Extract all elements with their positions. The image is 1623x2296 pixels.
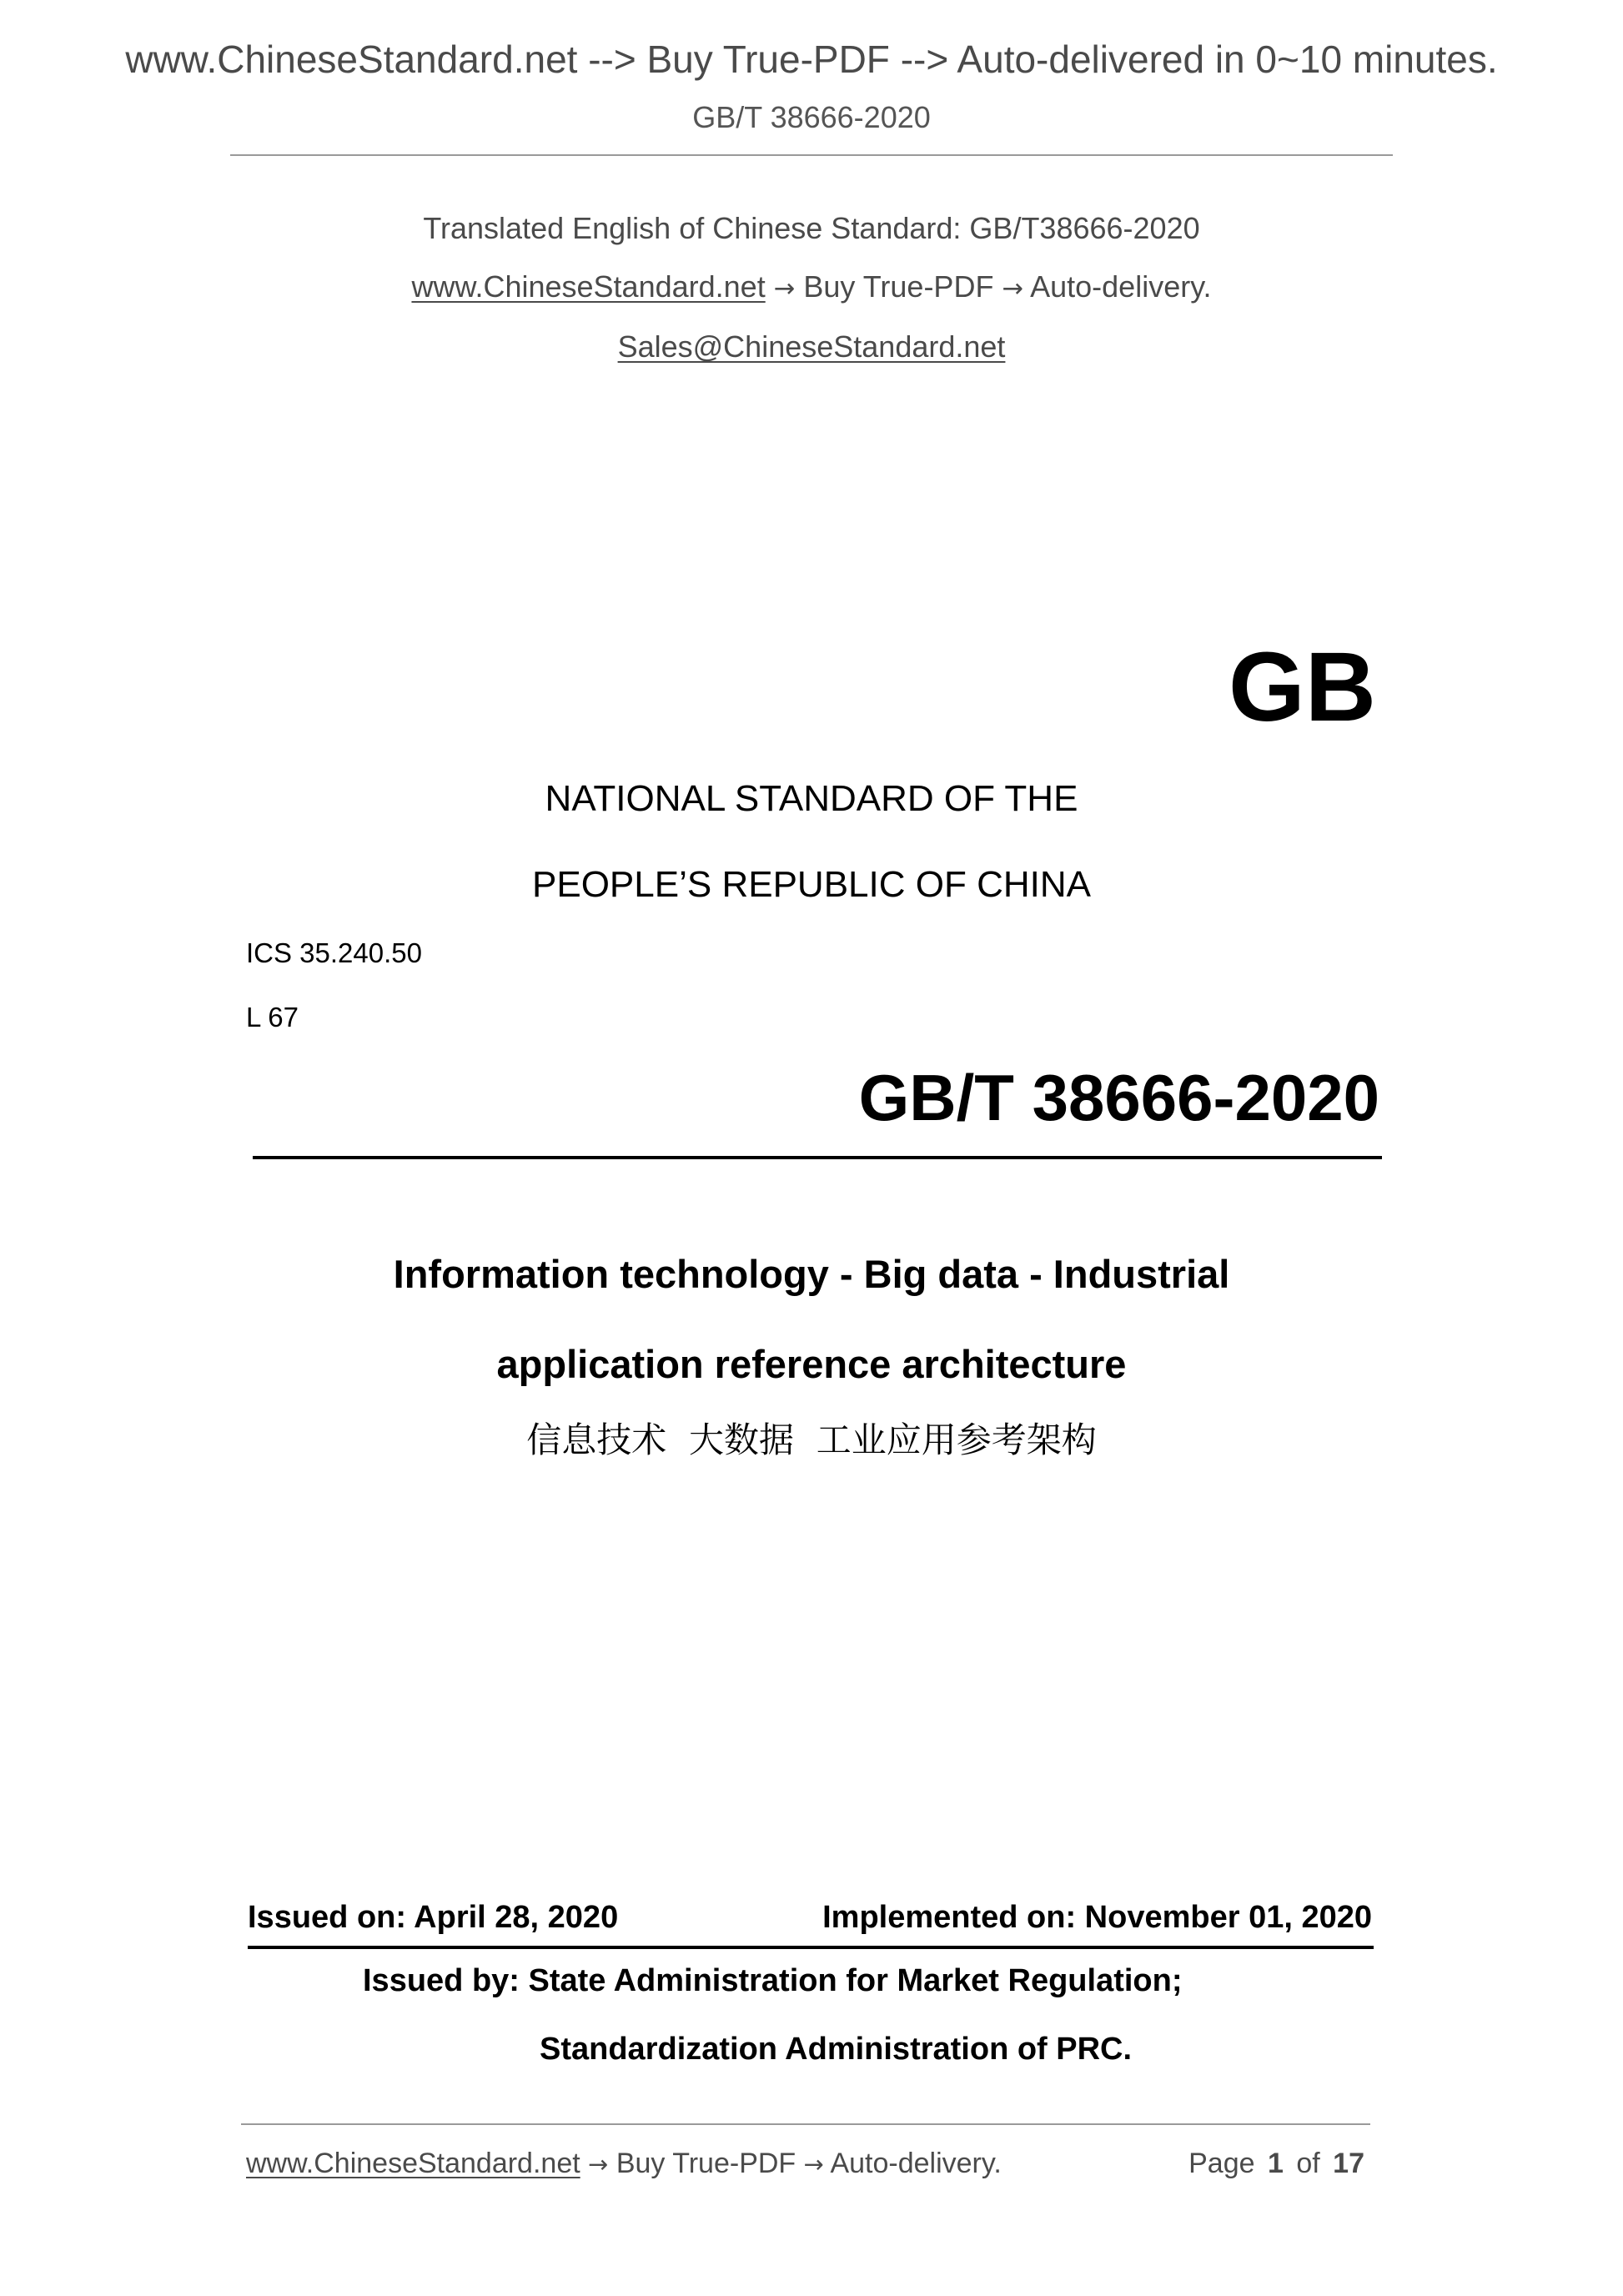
page-current: 1 <box>1267 2148 1284 2179</box>
arrow-right-icon: → <box>588 2150 609 2178</box>
page-label: Page <box>1188 2148 1255 2179</box>
title-zh: 信息技术 大数据 工业应用参考架构 <box>526 1419 1097 1460</box>
title-en-line2: application reference architecture <box>496 1342 1127 1386</box>
footer-promo <box>246 2149 1002 2178</box>
buy-text: Buy True-PDF <box>803 269 994 304</box>
national-standard-line1: NATIONAL STANDARD OF THE <box>545 778 1078 819</box>
footer-buy-text: Buy True-PDF <box>616 2148 796 2179</box>
standard-number: GB/T 38666-2020 <box>858 1061 1379 1134</box>
ccs-code: L 67 <box>246 1002 299 1032</box>
promo-line <box>0 269 1623 304</box>
email-line <box>0 329 1623 364</box>
arrow-right-icon: → <box>773 274 796 304</box>
issued-by-line1: Issued by: State Administration for Market Regulation; <box>363 1963 1183 1998</box>
implemented-on: Implemented on: November 01, 2020 <box>822 1900 1372 1935</box>
standard-number-rule <box>253 1156 1382 1159</box>
arrow-right-icon: → <box>803 2150 824 2178</box>
email-link[interactable]: Sales@ChineseStandard.net <box>617 329 1006 364</box>
arrow-right-icon: → <box>1002 274 1024 304</box>
gb-mark: GB <box>1229 632 1376 742</box>
of-label: of <box>1296 2148 1320 2179</box>
national-standard-line2: PEOPLE’S REPUBLIC OF CHINA <box>532 864 1091 905</box>
issued-on: Issued on: April 28, 2020 <box>248 1900 619 1935</box>
footer-divider <box>241 2123 1370 2125</box>
title-en-line1: Information technology - Big data - Industrial <box>393 1252 1230 1296</box>
footer-delivery-text: Auto-delivery. <box>830 2148 1002 2179</box>
top-banner: www.ChineseStandard.net --> Buy True-PDF --> Auto-delivered in 0~10 minutes. <box>125 38 1498 81</box>
footer-site-link[interactable]: www.ChineseStandard.net <box>246 2148 580 2179</box>
delivery-text: Auto-delivery. <box>1030 269 1212 304</box>
page-indicator <box>1188 2149 1364 2178</box>
site-link[interactable]: www.ChineseStandard.net <box>411 269 766 304</box>
issued-by-line2: Standardization Administration of PRC. <box>540 2032 1133 2067</box>
dates-rule <box>248 1946 1374 1949</box>
header-divider <box>230 154 1393 156</box>
ics-code: ICS 35.240.50 <box>246 937 422 968</box>
page-total: 17 <box>1333 2148 1364 2179</box>
translated-line: Translated English of Chinese Standard: GB/T38666-2020 <box>423 211 1200 245</box>
header-doc-code: GB/T 38666-2020 <box>692 100 931 134</box>
